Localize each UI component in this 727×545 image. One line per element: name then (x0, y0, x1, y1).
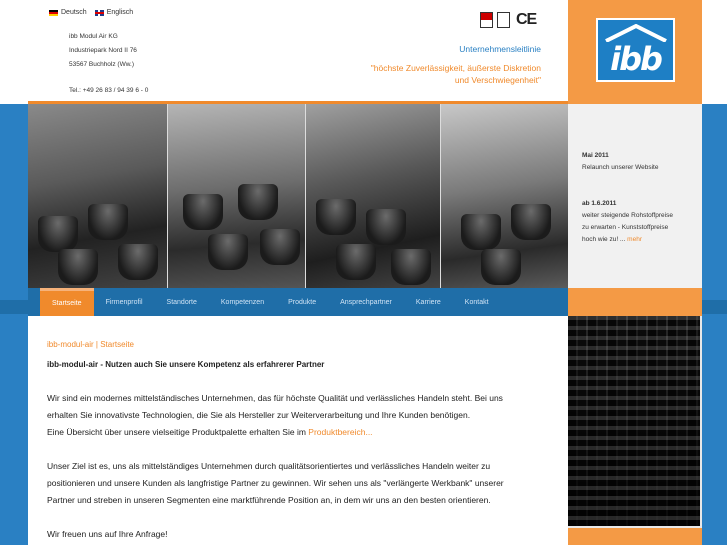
company-address (69, 30, 148, 98)
cup-shape (208, 234, 248, 270)
cup-shape (88, 204, 128, 240)
cup-shape (38, 216, 78, 252)
header (28, 0, 568, 104)
lang-label: Deutsch (61, 9, 87, 16)
tab-startseite[interactable]: Startseite (40, 288, 94, 316)
hero-panel (28, 104, 168, 288)
phone: Tel.: +49 26 83 / 94 39 6 - 0 (69, 87, 149, 94)
company-name: ibb Modul Air KG (69, 33, 118, 40)
side-orange-strip (568, 528, 702, 545)
uk-flag-icon (95, 10, 104, 16)
text-line: erhalten Sie innovativste Technologien, die Sie als Hersteller zur Weiterverarbeitung und Ihre Kunden benötigen. (47, 410, 471, 420)
city: 53567 Buchholz (Ww.) (69, 61, 135, 68)
main-nav (28, 288, 568, 316)
more-link[interactable]: mehr (627, 236, 642, 243)
cup-shape (391, 249, 431, 285)
language-switcher (49, 9, 133, 16)
street: Industriepark Nord II 76 (69, 47, 137, 54)
right-blue-band (702, 0, 727, 545)
news-text: weiter steigende Rohstoffpreise (582, 212, 673, 219)
hero-panel (441, 104, 568, 288)
cup-shape (238, 184, 278, 220)
tab-produkte[interactable]: Produkte (288, 298, 317, 306)
lang-label: Englisch (106, 9, 134, 16)
cup-shape (260, 229, 300, 265)
left-blue-band (0, 0, 28, 545)
logo-text: ibb (610, 40, 661, 78)
cup-shape (183, 194, 223, 230)
breadcrumb: ibb-modul-air | Startseite (47, 340, 134, 349)
side-product-image (568, 316, 702, 545)
nav-side-block (568, 288, 702, 316)
cup-shape (461, 214, 501, 250)
motto-line: und Verschwiegenheit" (454, 75, 541, 85)
product-link[interactable]: Produktbereich... (308, 427, 373, 437)
text-line: Wir sind ein modernes mittelständisches Unternehmen, das für höchste Qualität und verlässliches Handeln steht. Bei uns (47, 393, 503, 403)
news-item (582, 150, 658, 174)
tab-firmenprofil[interactable]: Firmenprofil (105, 298, 143, 306)
hero-image (28, 104, 568, 288)
quality-seal-icon (497, 12, 510, 28)
text-line: Eine Übersicht über unsere vielseitige Produktpalette erhalten Sie im (47, 427, 309, 437)
news-date: Mai 2011 (582, 152, 609, 159)
text-line: Unser Ziel ist es, uns als mittelständiges Unternehmen durch qualitätsorientiertes und verlässliches Handeln weiter zu (47, 461, 491, 471)
cup-shape (316, 199, 356, 235)
main-content (28, 316, 568, 545)
tab-standorte[interactable]: Standorte (166, 298, 197, 306)
news-text (582, 234, 673, 246)
product-photo (568, 316, 700, 526)
paragraph (47, 458, 549, 509)
news-box (568, 104, 702, 288)
news-date: ab 1.6.2011 (582, 200, 617, 207)
lang-deutsch[interactable] (49, 9, 87, 16)
cup-shape (511, 204, 551, 240)
certification-seal-icon (480, 12, 493, 28)
logo-column (568, 0, 702, 104)
hero-panel (168, 104, 306, 288)
german-flag-icon (49, 10, 58, 16)
cup-shape (481, 249, 521, 285)
motto-text (371, 62, 541, 86)
news-text: zu erwarten - Kunststoffpreise (582, 224, 669, 231)
tab-ansprechpartner[interactable]: Ansprechpartner (340, 298, 392, 306)
cup-shape (58, 249, 98, 285)
ce-mark: CE (516, 11, 537, 28)
page-title: ibb-modul-air - Nutzen auch Sie unsere Kompetenz als erfahrerer Partner (47, 360, 325, 369)
cup-shape (366, 209, 406, 245)
page (28, 0, 702, 545)
motto-title: Unternehmensleitlinie (459, 44, 541, 54)
paragraph: Wir freuen uns auf Ihre Anfrage! (47, 529, 168, 539)
cup-shape (336, 244, 376, 280)
motto-line: "höchste Zuverlässigkeit, äußerste Diskretion (370, 63, 541, 73)
lang-englisch[interactable] (95, 9, 133, 16)
tab-kontakt[interactable]: Kontakt (464, 298, 489, 306)
certifications (480, 11, 536, 29)
text-line: Partner und streben in unseren Segmenten eine marktführende Position an, in dem wir uns an den besten orientieren. (47, 495, 491, 505)
news-text: Relaunch unserer Website (582, 164, 659, 171)
ibb-logo[interactable] (596, 18, 675, 82)
news-text-part: hoch wie zu! ... (582, 236, 626, 243)
text-line: positionieren und unsere Kunden als langfristige Partner zu gewinnen. Wir sehen uns als "verlängerte Werkbank" unserer (47, 478, 504, 488)
news-item (582, 198, 673, 246)
tab-karriere[interactable]: Karriere (415, 298, 441, 306)
tab-kompetenzen[interactable]: Kompetenzen (220, 298, 265, 306)
cup-shape (118, 244, 158, 280)
paragraph (47, 390, 549, 441)
hero-panel (306, 104, 441, 288)
